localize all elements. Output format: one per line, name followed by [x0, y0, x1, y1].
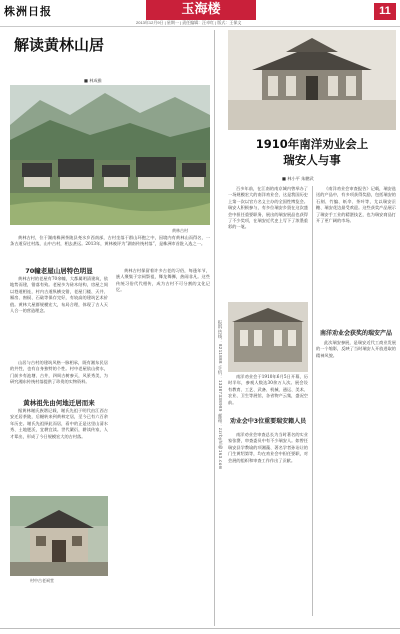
village-photo	[10, 85, 210, 225]
right-col2-paragraph-1: 《南洋劝业会审查报告》记载，瑞安选送的产品中，有多项获得奖励，包括瑞安的石刻、竹编、纸伞、茶叶等，尤以瑞安贡糖、瑞安花边最受欢迎。这些获奖产品展示了瑞安手工业的精湛技艺，也为瑞安商品打开了更广阔的市场。	[316, 186, 396, 224]
left-col1-paragraph-1: 黄林古村的老屋有70余幢，大都属明清建筑，依地势而建，错落有致。老屋多为砖木结构，房屋之间以巷道相连，村内古道纵横交错，老屋门楼、天井、厢房、窗棂、石础等保存完好，有较高的建筑艺术价值。黄林大屋群规模宏大，布局合理，体现了古人天人合一的营造理念。	[10, 276, 108, 314]
right-col1-paragraph-1: 百多年前，在江南的南京城内曾举办了一场规模宏大的南洋劝业会，这是我国历史上第一次以官方名义主办的全国性博览会。瑞安人积极参与，有多位瑞安乡贤在这次盛会中担任重要职务，展出的瑞安展品也获得了不少奖项，在瑞安近代史上写下了浓墨重彩的一笔。	[228, 186, 308, 230]
right-article-title-line1: 1910年南洋劝业会上	[255, 137, 369, 151]
right-col2-paragraph-2: 此次瑞安参展，是瑞安近代工商业发展的一个缩影，反映了当时瑞安人开放进取的精神风貌。	[316, 340, 396, 358]
temple-photo	[10, 496, 108, 576]
newspaper-logo: 株洲日报	[4, 5, 52, 18]
right-subhead-2: 南洋劝业会获奖的瑞安产品	[319, 330, 392, 337]
left-article-byline: ■ 林成雅	[84, 78, 102, 83]
right-article-title-line2: 瑞安人与事	[283, 153, 341, 167]
header-meta: 2013年12月9日 | 星期一 | 责任编辑：汪卓红 | 版式：王保文	[136, 20, 242, 25]
page-footer-rule	[0, 628, 400, 629]
left-article-title: 解读黄林山居	[14, 36, 105, 54]
right-column-divider	[312, 186, 313, 616]
right-subhead-1: 劝业会中3位重要瑞安籍人员	[229, 418, 307, 425]
right-article-byline: ■ 林小平 朱鹏武	[282, 176, 314, 181]
pavilion-photo	[228, 30, 396, 130]
village-photo-caption: 黄林古村	[172, 228, 188, 233]
left-subhead-2: 黄林祖先由何地迁居而来	[23, 399, 95, 407]
hotline-strip: 报料热线：8211888 手机：13387338989 邮箱：zzrbyhl@163.com	[218, 320, 223, 470]
column-divider	[214, 30, 215, 626]
temple-photo-caption: 村中古老祠堂	[30, 578, 54, 583]
left-col2-paragraph: 黄林古村保留着许多古老的习俗，每逢年节，族人聚集于宗祠祭祖，舞龙舞狮，热闹非凡。这些传统习俗代代相传，成为古村不可分割的文化记忆。	[116, 268, 210, 293]
left-col1-paragraph-3: 据黄林谢氏族谱记载，谢氏先祖于明代由江西吉安迁居茶陵，后辗转来到黄林定居，至今已有六百余年历史。谢氏先祖择此而居，看中的正是这里山清水秀、土地肥沃，宜耕宜读。世代繁衍，耕读传家，人才辈出，形成了今日规模宏大的古村落。	[10, 408, 108, 439]
left-col1-paragraph-2: 山居与古村的建筑风格一脉相承，既有湘东民居的共性，也有自身独特的个性。村中老屋依山傍水，门前多有池塘、古井，四周古树参天，风景秀美，为研究湘东传统村落提供了珍贵的实物资料。	[10, 360, 108, 385]
right-col1-paragraph-2: 南洋劝业会于1910年6月5日开幕，历时半年，参观人数达30余万人次。展会设有教育、工艺、武备、机械、通运、美术、农业、卫生等展馆，各省物产云集，盛况空前。	[228, 374, 308, 405]
left-intro: 黄林古村，位于湖南株洲茶陵县尧水乡西南部，古村坐落于群山环抱之中，因境内有黄林山而得名，一条古道穿过村落，山中古村，相去甚远。2013年，黄林被评为“湖南传统村落”，是株洲市首批入选之一。	[10, 235, 210, 247]
page-number: 11	[374, 3, 396, 20]
section-title: 玉海楼	[146, 0, 256, 20]
exhibition-photo	[228, 302, 308, 372]
right-col1-paragraph-3: 南洋劝业会审查总长为当时著名的实业家张謇，审查委员中有不少瑞安人。如曾任瑞安县学教谕的项湘藻、著名学者孙诒让的门生黄绍第等，均在劝业会中担任要职，对会展的组织和审查工作作出了贡献。	[228, 432, 308, 463]
left-subhead-1: 70幢老屋山居特色明显	[25, 267, 93, 275]
